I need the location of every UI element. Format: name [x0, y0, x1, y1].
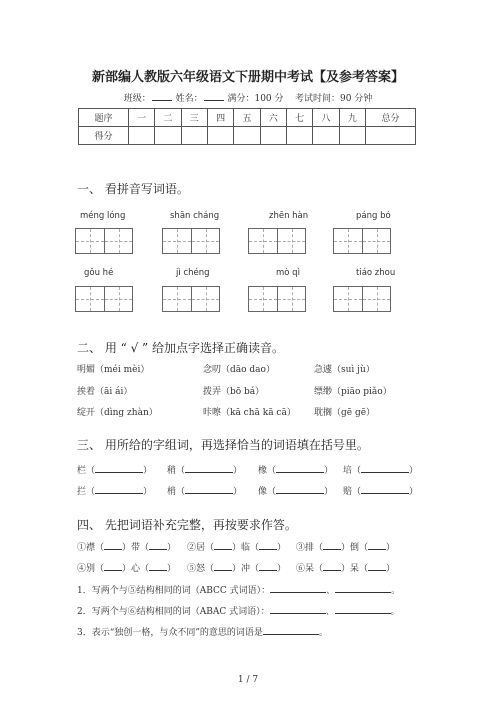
- header-cell: 总分: [365, 109, 415, 127]
- pinyin-label: páng bó: [356, 211, 391, 221]
- question-2: 2．写两个与⑥结构相同的词（ABAC 式词语）： 、 。: [77, 607, 400, 617]
- score-cell[interactable]: [181, 127, 207, 145]
- writing-grid[interactable]: [75, 228, 133, 254]
- reading-item[interactable]: 拨弄（bō bá）: [203, 387, 265, 397]
- section2-heading: 二、 用 “ √ ” 给加点字选择正确读音。: [77, 341, 284, 355]
- writing-grid[interactable]: [333, 228, 391, 254]
- answer-blank[interactable]: [335, 584, 391, 593]
- header-cell: 六: [260, 109, 286, 127]
- reading-item[interactable]: 缥缈（piāo piǎo）: [314, 387, 392, 397]
- class-blank: [152, 92, 172, 101]
- idiom-item: ①襟（ ）带（ ）: [77, 543, 177, 553]
- answer-blank[interactable]: [259, 541, 277, 550]
- reading-item[interactable]: 绽开（dìng zhàn）: [77, 408, 158, 418]
- pinyin-label: shān cháng: [170, 211, 220, 221]
- reading-item[interactable]: 念叨（dāo dao）: [203, 365, 275, 375]
- answer-blank[interactable]: [368, 562, 386, 571]
- idiom-item: ⑤怒（ ）冲（ ）: [187, 564, 287, 574]
- score-cell[interactable]: [260, 127, 286, 145]
- reading-item[interactable]: 耽搁（gē gē）: [314, 408, 376, 418]
- idiom-item: ⑥呆（ ）呆（ ）: [296, 564, 396, 574]
- word-group-item: 梢（ ）: [167, 487, 243, 497]
- answer-blank[interactable]: [323, 541, 341, 550]
- score-cell[interactable]: [155, 127, 181, 145]
- page-number: 1 / 7: [237, 675, 259, 685]
- header-cell: 一: [128, 109, 154, 127]
- idiom-item: ④别（ ）心（ ）: [77, 564, 177, 574]
- word-group-item: 像（ ）: [258, 487, 334, 497]
- document-title: 新部编人教版六年级语文下册期中考试【及参考答案】: [91, 70, 404, 85]
- section1-heading: 一、 看拼音写词语。: [77, 182, 189, 196]
- answer-blank[interactable]: [185, 485, 233, 494]
- name-label: 姓名：: [175, 94, 203, 104]
- answer-blank[interactable]: [104, 562, 122, 571]
- word-group-item: 赔（ ）: [343, 487, 419, 497]
- reading-item[interactable]: 挨着（āi ái）: [77, 387, 133, 397]
- word-group-item: 拦（ ）: [77, 487, 153, 497]
- score-cell[interactable]: [207, 127, 233, 145]
- answer-blank[interactable]: [95, 485, 143, 494]
- score-table-header: [79, 109, 416, 127]
- section4-heading: 四、 先把词语补充完整，再按要求作答。: [77, 518, 297, 532]
- header-cell: 三: [181, 109, 207, 127]
- reading-item[interactable]: 明媚（méi mèi）: [77, 365, 150, 375]
- pinyin-label: zhēn hàn: [269, 211, 309, 221]
- question-1: 1．写两个与⑤结构相同的词（ABCC 式词语）： 、 。: [77, 586, 401, 596]
- answer-blank[interactable]: [361, 464, 409, 473]
- writing-grid[interactable]: [162, 286, 220, 312]
- header-cell: 二: [155, 109, 181, 127]
- score-table-row: [79, 127, 416, 145]
- header-cell: 九: [339, 109, 365, 127]
- answer-blank[interactable]: [259, 562, 277, 571]
- answer-blank[interactable]: [149, 562, 167, 571]
- writing-grid[interactable]: [162, 228, 220, 254]
- word-group-item: 栏（ ）: [77, 466, 153, 476]
- score-cell[interactable]: [286, 127, 312, 145]
- pinyin-label: tiáo zhou: [356, 268, 396, 278]
- header-cell: 五: [234, 109, 260, 127]
- writing-grid[interactable]: [248, 286, 306, 312]
- score-cell[interactable]: [365, 127, 415, 145]
- header-cell: 题序: [79, 109, 129, 127]
- writing-grid[interactable]: [248, 228, 306, 254]
- pinyin-label: jì chéng: [176, 268, 210, 278]
- score-cell[interactable]: [339, 127, 365, 145]
- answer-blank[interactable]: [323, 562, 341, 571]
- answer-blank[interactable]: [368, 541, 386, 550]
- answer-blank[interactable]: [214, 562, 232, 571]
- reading-item[interactable]: 急遽（suì jù）: [314, 365, 375, 375]
- exam-info: [0, 91, 496, 104]
- name-blank: [204, 92, 224, 101]
- answer-blank[interactable]: [149, 541, 167, 550]
- answer-blank[interactable]: [276, 464, 324, 473]
- pinyin-label: mò qì: [276, 268, 300, 278]
- idiom-item: ②居（ ）临（ ）: [187, 543, 287, 553]
- question-3: 3．表示“独创一格，与众不同”的意思的词语是 。: [77, 628, 328, 638]
- score-cell[interactable]: [313, 127, 339, 145]
- answer-blank[interactable]: [185, 464, 233, 473]
- pinyin-label: gǒu hé: [84, 268, 114, 278]
- idiom-item: ③排（ ）倒（ ）: [296, 543, 396, 553]
- answer-blank[interactable]: [95, 464, 143, 473]
- answer-blank[interactable]: [214, 541, 232, 550]
- answer-blank[interactable]: [361, 485, 409, 494]
- header-cell: 七: [286, 109, 312, 127]
- section3-heading: 三、 用所给的字组词，再选择恰当的词语填在括号里。: [77, 438, 369, 452]
- writing-grid[interactable]: [75, 286, 133, 312]
- answer-blank[interactable]: [276, 485, 324, 494]
- answer-blank[interactable]: [335, 605, 391, 614]
- pinyin-label: méng lóng: [80, 211, 126, 221]
- exam-time: 考试时间：90 分钟: [294, 94, 373, 104]
- word-group-item: 橡（ ）: [258, 466, 334, 476]
- header-cell: 四: [207, 109, 233, 127]
- score-table: [78, 108, 416, 145]
- writing-grid[interactable]: [333, 286, 391, 312]
- answer-blank[interactable]: [104, 541, 122, 550]
- row-label: 得分: [79, 127, 129, 145]
- score-cell[interactable]: [128, 127, 154, 145]
- word-group-item: 培（ ）: [343, 466, 419, 476]
- reading-item[interactable]: 咔嚓（kā chā kā cā）: [203, 408, 296, 418]
- full-score: 满分：100 分: [227, 94, 284, 104]
- answer-blank[interactable]: [263, 626, 319, 635]
- word-group-item: 稍（ ）: [167, 466, 243, 476]
- header-cell: 八: [313, 109, 339, 127]
- answer-blank[interactable]: [270, 605, 326, 614]
- class-label: 班级：: [123, 94, 151, 104]
- answer-blank[interactable]: [270, 584, 326, 593]
- score-cell[interactable]: [234, 127, 260, 145]
